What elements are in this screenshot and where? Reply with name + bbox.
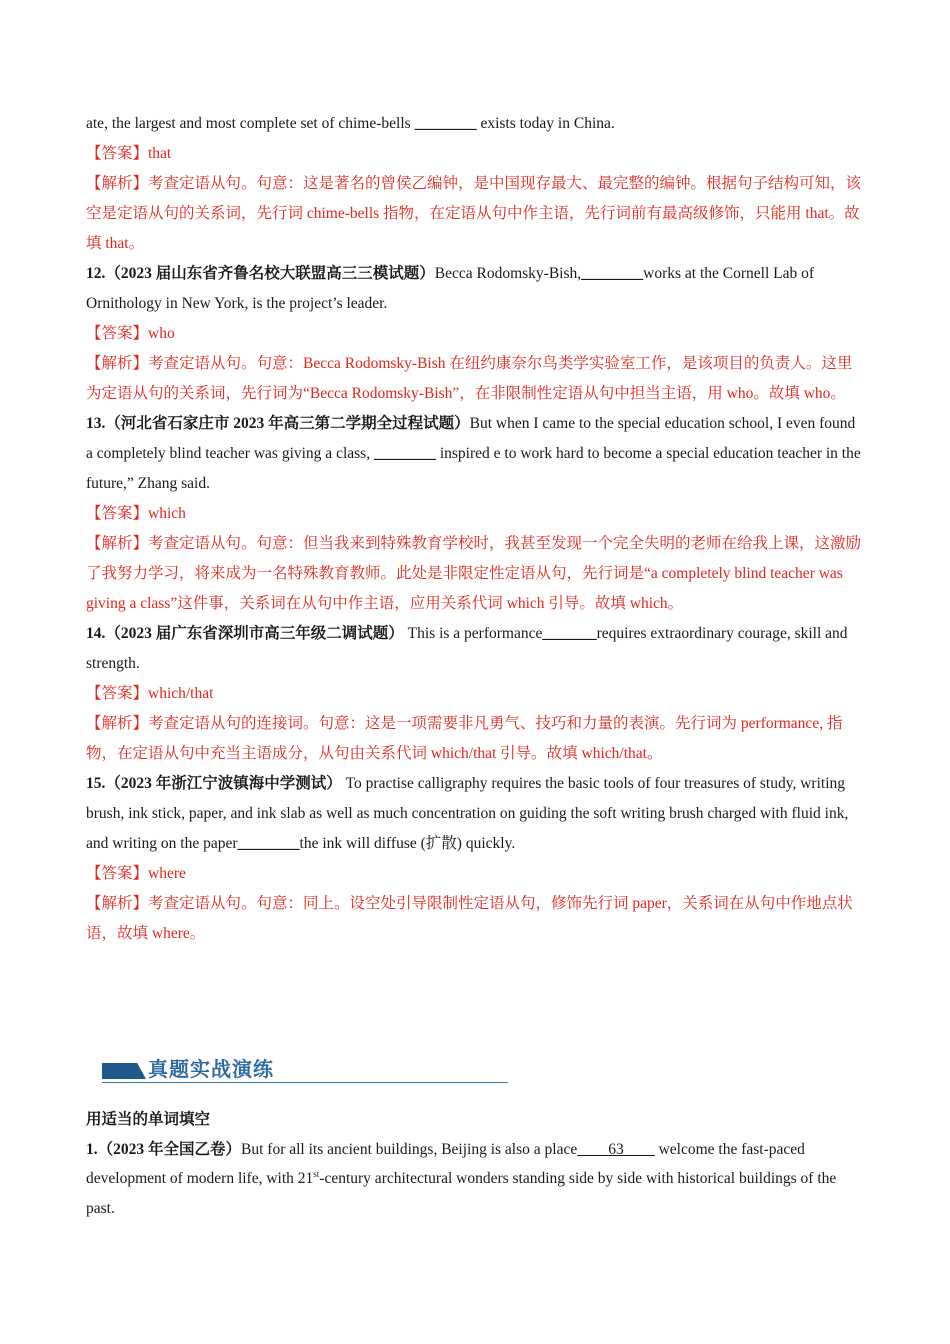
- q14-source: 14.（2023 届广东省深圳市高三年级二调试题）: [86, 625, 404, 642]
- section-title: 真题实战演练: [148, 1059, 274, 1081]
- q1-source: 1.（2023 年全国乙卷）: [86, 1140, 242, 1158]
- questions-block: [86, 109, 866, 949]
- answer-blank: ________: [373, 445, 436, 462]
- q15-source: 15.（2023 年浙江宁波镇海中学测试）: [86, 775, 342, 792]
- answer-blank: ________: [581, 265, 644, 282]
- section-instruction: 用适当的单词填空: [86, 1111, 211, 1128]
- section-header: [102, 1055, 510, 1085]
- q15-answer: 【答案】where: [86, 865, 186, 882]
- q14-text: 14.（2023 届广东省深圳市高三年级二调试题） This is a performance_______requires extraordinary courage, skill and strength.: [86, 625, 848, 672]
- q12-analysis: 【解析】考查定语从句。句意：Becca Rodomsky-Bish 在纽约康奈尔鸟类学实验室工作，是该项目的负责人。这里为定语从句的关系词，先行词为“Becca Rodomsky-Bish”，在非限制性定语从句中担当主语，用 who。故填 who。: [86, 355, 853, 402]
- section-marker-icon: [102, 1063, 146, 1079]
- q13-source: 13.（河北省石家庄市 2023 年高三第二学期全过程试题）: [86, 415, 470, 432]
- q15-text: 15.（2023 年浙江宁波镇海中学测试） To practise calligraphy requires the basic tools of four treasures of study, writing brush, ink stick, paper, and ink slab as well as much concentration on guiding the soft writing brush charged with fluid ink, and writing on the paper________the ink will diffuse (扩散) quickly.: [86, 775, 849, 852]
- q14-analysis: 【解析】考查定语从句的连接词。句意：这是一项需要非凡勇气、技巧和力量的表演。先行词为 performance, 指物，在定语从句中充当主语成分，从句由关系代词 which/that 引导。故填 which/that。: [86, 715, 843, 762]
- q13-answer: 【答案】which: [86, 505, 186, 522]
- q1-text: 1.（2023 年全国乙卷）But for all its ancient buildings, Beijing is also a place____63____ welcome the fast-paced development of modern life, with 21st-century architectural wonders standing side by side with historical buildings of the past.: [86, 1140, 837, 1217]
- answer-blank: ________: [414, 115, 477, 132]
- q15-analysis: 【解析】考查定语从句。句意：同上。设空处引导限制性定语从句，修饰先行词 paper，关系词在从句中作地点状语，故填 where。: [86, 895, 853, 942]
- q12-text: 12.（2023 届山东省齐鲁名校大联盟高三三模试题）Becca Rodomsky-Bish,________works at the Cornell Lab of Ornithology in New York, is the project’s leader.: [86, 265, 815, 312]
- q11-answer: 【答案】that: [86, 145, 172, 162]
- q11-analysis: 【解析】考查定语从句。句意：这是著名的曾侯乙编钟，是中国现存最大、最完整的编钟。根据句子结构可知，该空是定语从句的关系词，先行词 chime-bells 指物，在定语从句中作主语，先行词前有最高级修饰，只能用 that。故填 that。: [86, 175, 862, 252]
- q12-answer: 【答案】who: [86, 325, 175, 342]
- q14-answer: 【答案】which/that: [86, 685, 214, 702]
- practice-block: [86, 1105, 866, 1223]
- q13-analysis: 【解析】考查定语从句。句意：但当我来到特殊教育学校时，我甚至发现一个完全失明的老师在给我上课，这激励了我努力学习，将来成为一名特殊教育教师。此处是非限定性定语从句，先行词是“a completely blind teacher was giving a class”这件事，关系词在从句中作主语，应用关系代词 which 引导。故填 which。: [86, 535, 862, 612]
- q11-text: ate, the largest and most complete set of chime-bells ________ exists today in China.: [86, 115, 615, 132]
- answer-blank: _______: [542, 625, 597, 642]
- answer-blank: ________: [237, 835, 300, 852]
- q12-source: 12.（2023 届山东省齐鲁名校大联盟高三三模试题）: [86, 265, 435, 282]
- q13-text: 13.（河北省石家庄市 2023 年高三第二学期全过程试题）But when I came to the special education school, I even found a completely blind teacher was giving a class, ________ inspired e to work hard to become a special education teacher in the future,” Zhang said.: [86, 415, 861, 492]
- section-divider: [102, 1082, 508, 1083]
- question-number-blank: ____63____: [577, 1140, 655, 1158]
